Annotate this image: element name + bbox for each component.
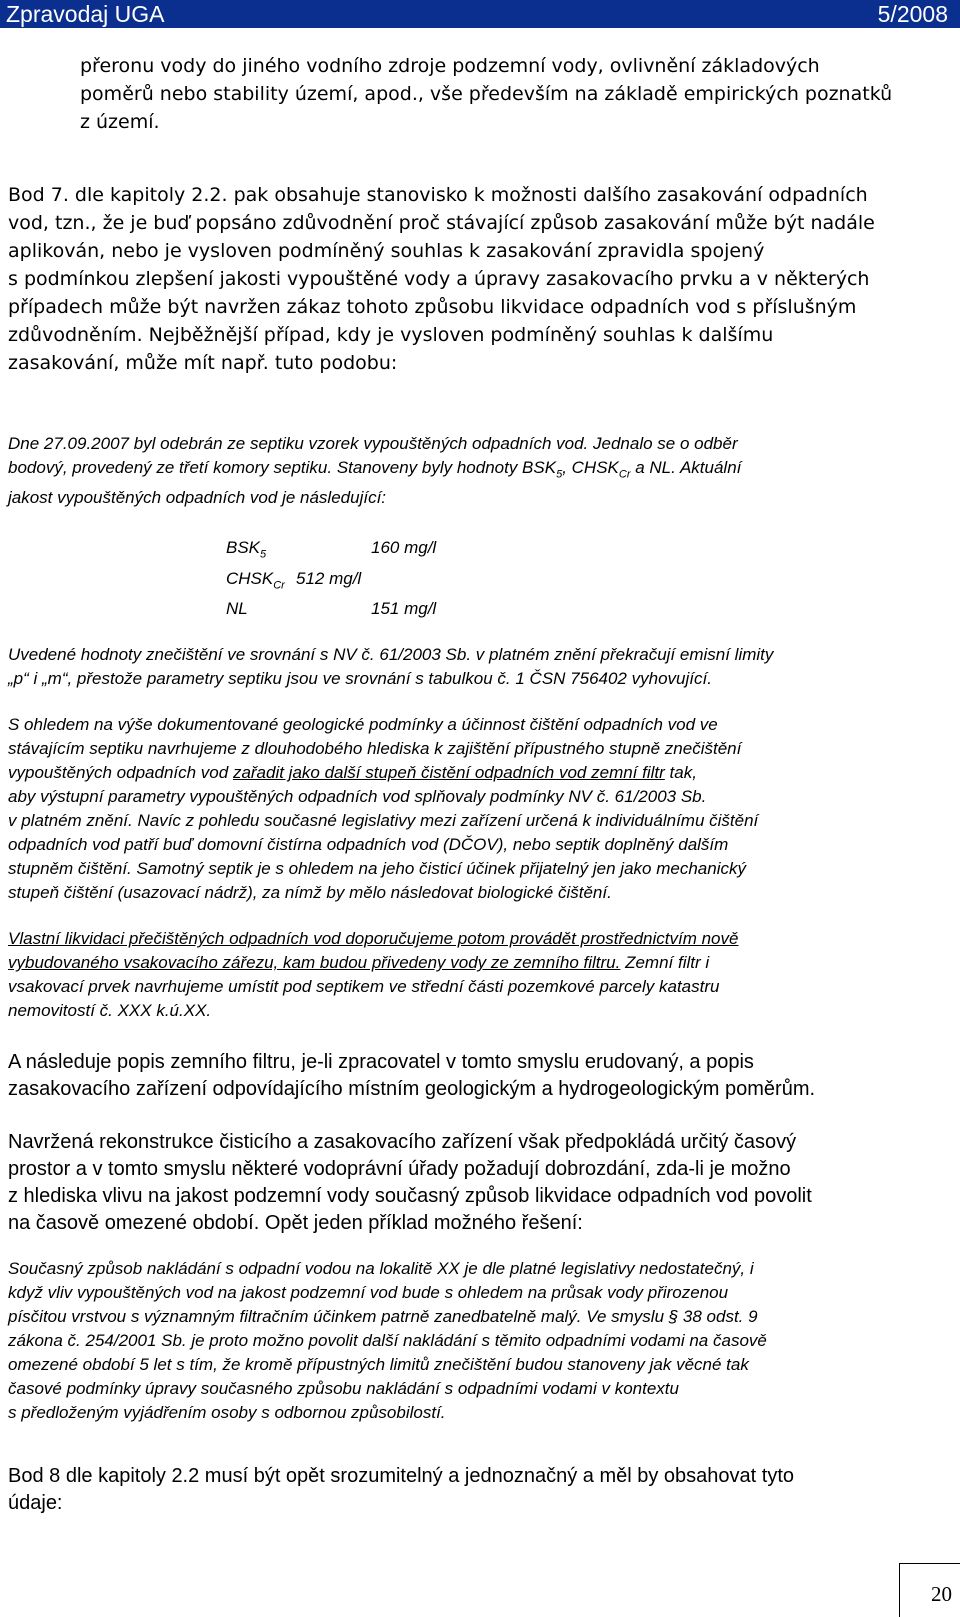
text-line: vypouštěných odpadních vod zařadit jako další stupeň čistění odpadních vod zemní filtr tak, [8, 763, 697, 783]
paragraph-bod-8 [8, 1463, 943, 1517]
text-line: zasakovacího zařízení odpovídajícího místním geologickým a hydrogeologickým poměrům. [8, 1078, 816, 1101]
issue-number: 5/2008 [877, 1, 948, 27]
text-line: Bod 7. dle kapitoly 2.2. pak obsahuje stanovisko k možnosti dalšího zasakování odpadních [8, 184, 868, 206]
text-line: A následuje popis zemního filtru, je-li zpracovatel v tomto smyslu erudovaný, a popis [8, 1051, 754, 1074]
text-line: omezené období 5 let s tím, že kromě přípustných limitů znečištění budou stanoveny jak věcné tak [8, 1355, 749, 1375]
page-header [0, 0, 960, 28]
text-line: stávajícím septiku navrhujeme z dlouhodobého hlediska k zajištění přípustného stupně znečištění [8, 739, 742, 759]
text-line: Současný způsob nakládání s odpadní vodou na lokalitě XX je dle platné legislativy nedostatečný, i [8, 1259, 754, 1279]
paragraph-current-method [8, 1257, 943, 1425]
text-line: na časově omezené období. Opět jeden příklad možného řešení: [8, 1212, 583, 1235]
text-line: zdůvodněním. Nejběžnější případ, kdy je vysloven podmíněný souhlas k dalšímu [8, 324, 774, 346]
text-line: Uvedené hodnoty znečištění ve srovnání s NV č. 61/2003 Sb. v platném znění překračují emisní limity [8, 645, 774, 665]
text-line: časové podmínky úpravy současného způsobu nakládání s odpadními vodami v kontextu [8, 1379, 679, 1399]
text-line: Dne 27.09.2007 byl odebrán ze septiku vzorek vypouštěných odpadních vod. Jednalo se o odběr [8, 434, 738, 453]
text-line: aby výstupní parametry vypouštěných odpadních vod splňovaly podmínky NV č. 61/2003 Sb. [8, 787, 707, 807]
text-line: odpadních vod patří buď domovní čistírna odpadních vod (DČOV), nebo septik doplněný dalším [8, 835, 729, 855]
text-line: když vliv vypouštěných vod na jakost podzemní vod bude s ohledem na průsak vody přirozenou [8, 1283, 729, 1303]
text-line: jakost vypouštěných odpadních vod je následující: [8, 488, 387, 508]
text-line: s předloženým vyjádřením osoby s odbornou způsobilostí. [8, 1403, 446, 1423]
text-line: případech může být navržen zákaz tohoto způsobu likvidace odpadních vod s příslušným [8, 296, 857, 318]
text-line: nemovitostí č. XXX k.ú.XX. [8, 1001, 212, 1021]
text-line: stupněm čištění. Samotný septik je s ohledem na jeho čisticí účinek přijatelný jen jako mechanický [8, 859, 746, 879]
text-line: zasakování, může mít např. tuto podobu: [8, 352, 398, 374]
table-row: NL 151 mg/l [226, 599, 437, 619]
text-line: zákona č. 254/2001 Sb. je proto možno povolit další nakládání s těmito odpadními vodami na časově [8, 1331, 767, 1351]
text-line: bodový, provedený ze třetí komory septiku. Stanoveny byly hodnoty $BSK_5$, $CHSK_{Cr}$ a NL. Aktuální [8, 458, 742, 481]
page-number: 20 [931, 1582, 952, 1606]
paragraph-recommendation [8, 713, 943, 905]
text-line: vod, tzn., že je buď popsáno zdůvodnění proč stávající způsob zasakování může být nadále [8, 212, 875, 234]
text-line: s podmínkou zlepšení jakosti vypouštěné vody a úpravy zasakovacího prvku a v některých [8, 268, 870, 290]
text-line: z hlediska vlivu na jakost podzemní vody současný způsob likvidace odpadních vod povolit [8, 1185, 812, 1208]
text-line: přeronu vody do jiného vodního zdroje podzemní vody, ovlivnění základových [80, 55, 820, 77]
paragraph-bod-7 [8, 181, 943, 377]
page-content [8, 52, 943, 1517]
text-line: S ohledem na výše dokumentované geologické podmínky a účinnost čištění odpadních vod ve [8, 715, 718, 735]
paragraph-disposal [8, 927, 943, 1023]
text-line: v platném znění. Navíc z pohledu současné legislativy mezi zařízení určená k individuálnímu čištění [8, 811, 759, 831]
text-line: poměrů nebo stability území, apod., vše především na základě empirických poznatků [80, 83, 893, 105]
text-line: z území. [80, 111, 160, 133]
text-line: Vlastní likvidaci přečištěných odpadních vod doporučujeme potom provádět prostřednictvím nově [8, 929, 739, 949]
paragraph-reconstruction [8, 1129, 943, 1237]
table-row: $CHSK_{Cr}$ 512 mg/l [226, 568, 362, 592]
text-line: údaje: [8, 1492, 63, 1515]
paragraph-sample-result [8, 432, 943, 510]
text-line: písčitou vrstvou s významným filtračním účinkem patrně zanedbatelně malý. Ve smyslu § 38 odst. 9 [8, 1307, 758, 1327]
values-table [226, 536, 943, 621]
journal-title: Zpravodaj UGA [6, 1, 165, 27]
text-line: stupeň čištění (usazovací nádrž), za nímž by mělo následovat biologické čištění. [8, 883, 612, 903]
text-line: vsakovací prvek navrhujeme umístit pod septikem ve střední části pozemkové parcely katastru [8, 977, 720, 997]
text-line: vybudovaného vsakovacího zářezu, kam budou přivedeny vody ze zemního filtru. Zemní filtr i [8, 953, 710, 973]
text-line: aplikován, nebo je vysloven podmíněný souhlas k zasakování zpravidla spojený [8, 240, 765, 262]
paragraph-intro [8, 52, 943, 136]
text-line: prostor a v tomto smyslu některé vodoprávní úřady požadují dobrozdání, zda-li je možno [8, 1158, 791, 1181]
table-row: $BSK_5$ 160 mg/l [226, 538, 437, 561]
text-line: Bod 8 dle kapitoly 2.2 musí být opět srozumitelný a jednoznačný a měl by obsahovat tyto [8, 1465, 794, 1488]
text-line: Navržená rekonstrukce čisticího a zasakovacího zařízení však předpokládá určitý časový [8, 1131, 797, 1154]
paragraph-filter-description [8, 1049, 943, 1103]
paragraph-limits [8, 643, 943, 691]
text-line: „p“ i „m“, přestože parametry septiku jsou ve srovnání s tabulkou č. 1 ČSN 756402 vyhovující. [8, 669, 712, 689]
